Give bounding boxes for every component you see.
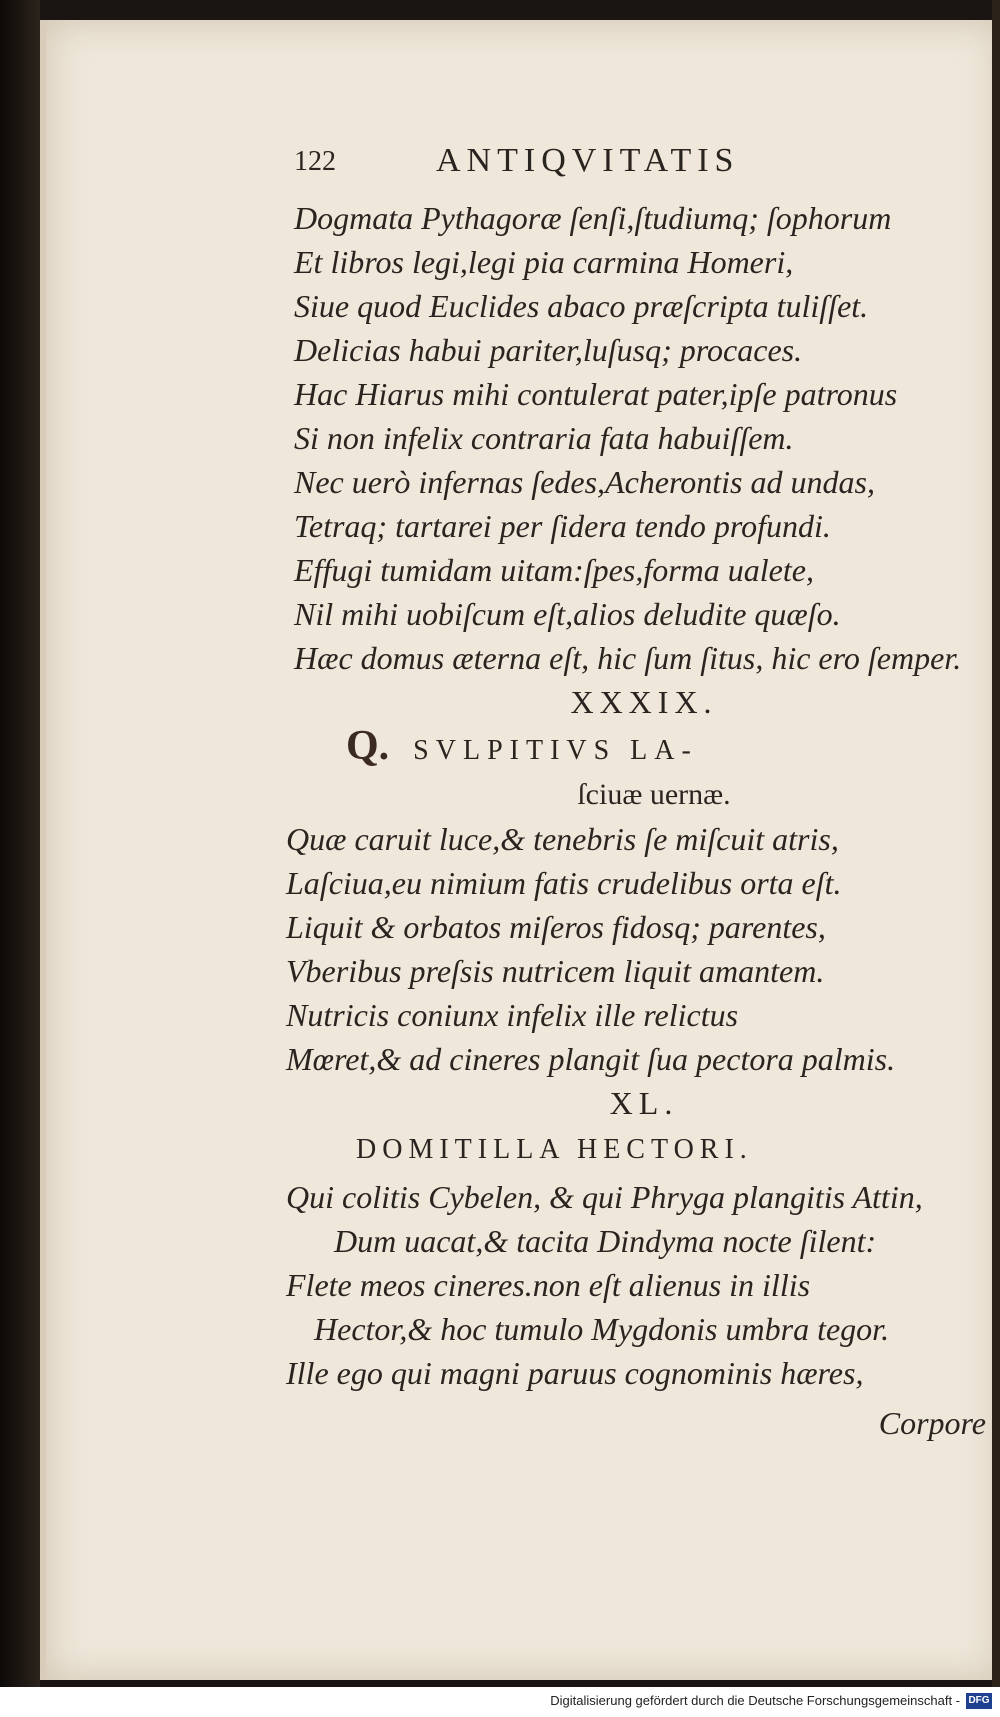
verse-line: Hector,& hoc tumulo Mygdonis umbra tegor. [314, 1311, 890, 1347]
epitaph-title-caps: SVLPITIVS LA- [413, 735, 698, 766]
epitaph-section-40 [246, 1081, 1000, 1447]
verse-line: Qui colitis Cybelen, & qui Phryga plangitis Attin, [286, 1179, 923, 1215]
page-text-block [246, 140, 1000, 1447]
verse-line: Nutricis coniunx infelix ille relictus [286, 997, 739, 1033]
catchword: Corpore [878, 1405, 986, 1441]
page-edge [992, 0, 1000, 1717]
verse-line: Dogmata Pythagoræ ſenſi,ſtudiumq; ſophorum [294, 200, 892, 236]
verse-line: Nil mihi uobiſcum eſt,alios deludite quæſo. [294, 596, 841, 632]
verse-line: Nec uerò infernas ſedes,Acherontis ad undas, [294, 464, 875, 500]
verse-line: Effugi tumidam uitam:ſpes,forma ualete, [294, 552, 814, 588]
poem-continued [246, 196, 1000, 680]
verse-line: Delicias habui pariter,luſusq; procaces. [294, 332, 803, 368]
verse-line: Tetraq; tartarei per ſidera tendo profundi. [294, 508, 831, 544]
book-spine-shadow [0, 0, 40, 1717]
verse-line: Flete meos cineres.non eſt alienus in illis [286, 1267, 811, 1303]
verse-line: Et libros legi,legi pia carmina Homeri, [294, 244, 794, 280]
verse-line: Mœret,& ad cineres plangit ſua pectora palmis. [286, 1041, 896, 1077]
verse-line: Laſciua,eu nimium fatis crudelibus orta eſt. [286, 865, 842, 901]
verse-line: Quæ caruit luce,& tenebris ſe miſcuit atris, [286, 821, 839, 857]
book-page [40, 20, 1000, 1680]
section-number: XL. [609, 1085, 679, 1121]
verse-line: Ille ego qui magni paruus cognominis hæres, [286, 1355, 864, 1391]
verse-line: Hæc domus æterna eſt, hic ſum ſitus, hic ero ſemper. [294, 640, 962, 676]
section-number: XXXIX. [570, 684, 718, 720]
funding-notice: Digitalisierung gefördert durch die Deutsche Forschungsgemeinschaft - [550, 1693, 960, 1708]
epitaph-title: DOMITILLA HECTORI. [356, 1134, 753, 1165]
verse-line: Si non infelix contraria fata habuiſſem. [294, 420, 794, 456]
digitization-footer [0, 1687, 1000, 1717]
running-title: ANTIQVITATIS [436, 142, 740, 179]
verse-line: Hac Hiarus mihi contulerat pater,ipſe patronus [294, 376, 898, 412]
verse-line: Liquit & orbatos miſeros fidosq; parentes, [286, 909, 826, 945]
running-header [246, 140, 1000, 196]
verse-line: Vberibus preſsis nutricem liquit amantem. [286, 953, 825, 989]
epitaph-title [246, 724, 1000, 773]
verse-line: Dum uacat,& tacita Dindyma nocte ſilent: [334, 1223, 877, 1259]
drop-cap-initial: Q. [346, 723, 390, 769]
epitaph-section-39 [246, 680, 1000, 1081]
page-number: 122 [294, 146, 336, 177]
epitaph-title-continuation: ſciuæ uernæ. [577, 778, 731, 811]
dfg-logo: DFG [966, 1693, 992, 1709]
verse-line: Siue quod Euclides abaco præſcripta tuliſſet. [294, 288, 869, 324]
